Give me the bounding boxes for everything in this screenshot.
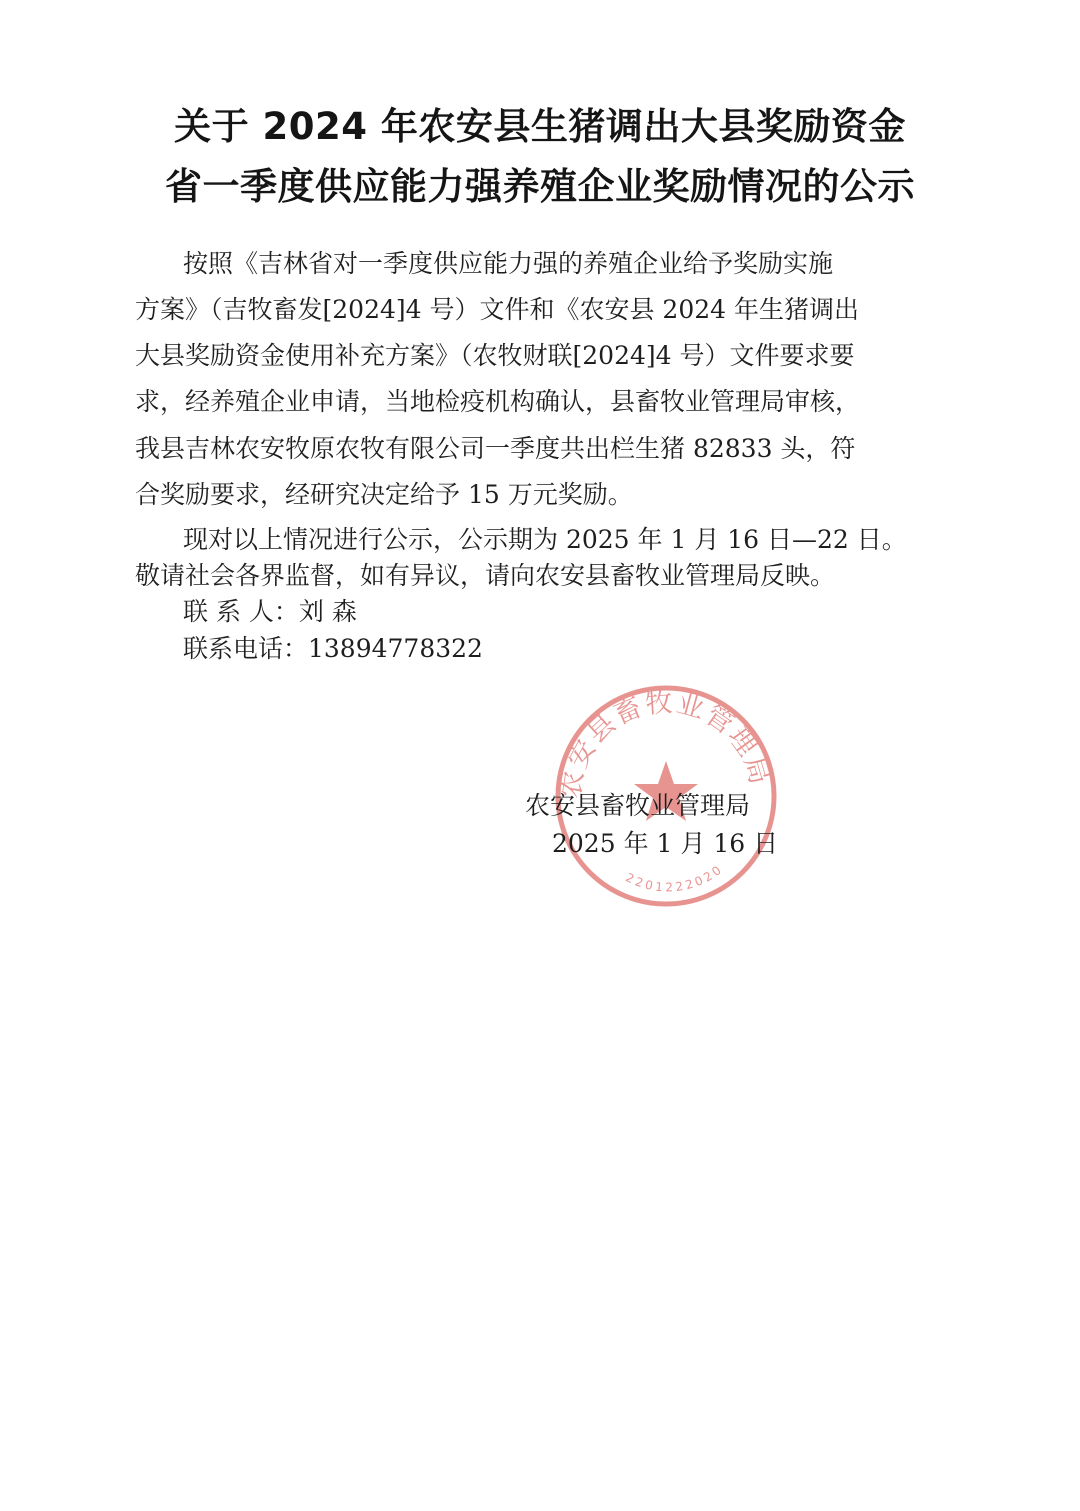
paragraph-1-line: 求，经养殖企业申请，当地检疫机构确认，县畜牧业管理局审核，	[135, 387, 861, 416]
paragraph-1-line: 大县奖励资金使用补充方案》（农牧财联[2024]4 号）文件要求要	[135, 341, 855, 370]
seal-code: 2201222020	[623, 861, 727, 895]
signature-date: 2025 年 1 月 16 日	[552, 829, 779, 858]
signature-organization: 农安县畜牧业管理局	[525, 791, 751, 820]
seal-text: 农安县畜牧业管理局	[555, 687, 776, 801]
svg-text:2201222020	[623, 861, 726, 894]
paragraph-2-line: 现对以上情况进行公示，公示期为 2025 年 1 月 16 日—22 日。	[183, 525, 907, 554]
paragraph-1-line: 方案》（吉牧畜发[2024]4 号）文件和《农安县 2024 年生猪调出	[135, 295, 860, 324]
paragraph-2-line: 敬请社会各界监督，如有异议，请向农安县畜牧业管理局反映。	[135, 561, 836, 590]
paragraph-1-line: 合奖励要求，经研究决定给予 15 万元奖励。	[135, 480, 633, 509]
paragraph-1-line: 按照《吉林省对一季度供应能力强的养殖企业给予奖励实施	[183, 249, 834, 278]
contact-phone: 联系电话：13894778322	[183, 634, 483, 663]
document-title-line-2: 省一季度供应能力强养殖企业奖励情况的公示	[165, 165, 915, 208]
document-title-line-1: 关于 2024 年农安县生猪调出大县奖励资金	[174, 105, 906, 148]
contact-person: 联 系 人：刘 森	[183, 597, 357, 626]
paragraph-1-line: 我县吉林农安牧原农牧有限公司一季度共出栏生猪 82833 头，符	[135, 434, 856, 463]
